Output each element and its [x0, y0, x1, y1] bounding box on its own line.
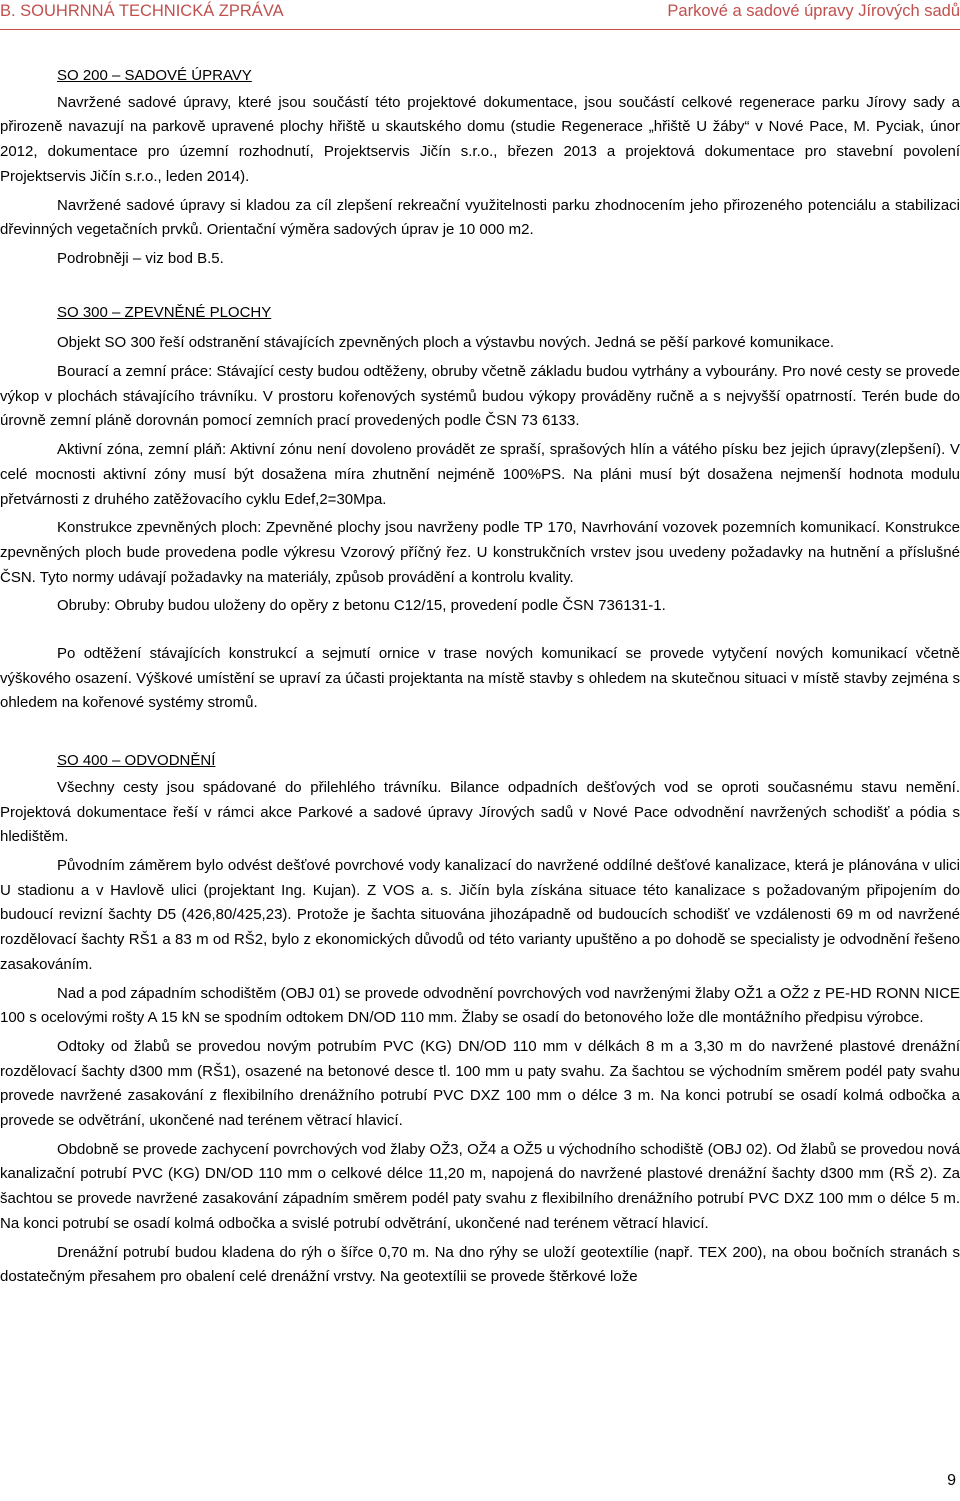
paragraph: Původním záměrem bylo odvést dešťové povrchové vody kanalizací do navržené oddílné dešťové kanalizace, která je plánována v ulici U stadionu a v Havlově ulici (projektant Ing. Kujan). Z VOS a. s. Jičín byla získána situace této kanalizace s požadovaným připojením do budoucí revizní šachty D5 (426,80/425,23). Protože je šachta situována jihozápadně od budoucích schodišť ve vzdálenosti 69 m od navržené rozdělovací šachty RŠ1 a 83 m od RŠ2, bylo z ekonomických důvodů od této varianty upuštěno a po dohodě se specialisty je odvodnění řešeno zasakováním. [0, 856, 960, 973]
section-heading-so200: SO 200 – SADOVÉ ÚPRAVY [57, 67, 252, 84]
paragraph: Bourací a zemní práce: Stávající cesty budou odtěženy, obruby včetně základu budou vytrhány a vybourány. Pro nové cesty se provede výkop v plochách stávajícího trávníku. V prostoru kořenových systémů budou výkopy prováděny ručně a s nejvyšší opatrností. Terén bude do úrovně zemní pláně dorovnán pomocí zemních prací provedených podle ČSN 73 6133. [0, 363, 960, 430]
paragraph: Navržené sadové úpravy, které jsou součástí této projektové dokumentace, jsou součástí celkové regenerace parku Jírovy sady a přirozeně navazují na parkově upravené plochy hřiště u skautského domu (studie Regenerace „hřiště U žáby“ v Nové Pace, M. Pyciak, únor 2012, dokumentace pro územní rozhodnutí, Projektservis Jičín s.r.o., březen 2013 a projektová dokumentace pro stavební povolení Projektservis Jičín s.r.o., leden 2014). [0, 93, 960, 185]
section-heading-so400: SO 400 – ODVODNĚNÍ [57, 752, 216, 770]
paragraph: Obdobně se provede zachycení povrchových vod žlaby OŽ3, OŽ4 a OŽ5 u východního schodiště (OBJ 02). Od žlabů se provedou nová kanalizační potrubí PVC (KG) DN/OD 110 mm o celkové délce 11,20 m, napojená do navržené plastové drenážní šachty d300 mm (RŠ 2). Za šachtou se provede navržené zasakování západním směrem podél paty svahu z flexibilního drenážního potrubí PVC DXZ 100 mm o délce 5 m. Na konci potrubí se osadí kolmá odbočka a svislé potrubí odvětrání, ukončené nad terénem větrací hlavicí. [0, 1140, 960, 1232]
paragraph: Obruby: Obruby budou uloženy do opěry z betonu C12/15, provedení podle ČSN 736131-1. [57, 597, 666, 615]
section-heading-so300: SO 300 – ZPEVNĚNÉ PLOCHY [57, 303, 272, 321]
header-right: Parkové a sadové úpravy Jírových sadů [667, 2, 960, 20]
paragraph: Konstrukce zpevněných ploch: Zpevněné plochy jsou navrženy podle TP 170, Navrhování vozovek pozemních komunikací. Konstrukce zpevněných ploch bude provedena podle výkresu Vzorový příčný řez. U konstrukčních vrstev jsou uvedeny požadavky na hutnění a příslušné ČSN. Tyto normy udávají požadavky na materiály, způsob provádění a kontrolu kvality. [0, 519, 960, 586]
paragraph: Nad a pod západním schodištěm (OBJ 01) se provede odvodnění povrchových vod navrženými žlaby OŽ1 a OŽ2 z PE-HD RONN NICE 100 s ocelovými rošty A 15 kN se spodním odtokem DN/OD 110 mm. Žlaby se osadí do betonového lože dle montážního předpisu výrobce. [0, 984, 960, 1027]
page-number: 9 [947, 1472, 956, 1489]
paragraph: Navržené sadové úpravy si kladou za cíl zlepšení rekreační využitelnosti parku zhodnocením jeho přirozeného potenciálu a stabilizaci dřevinných vegetačních prvků. Orientační výměra sadových úprav je 10 000 m2. [0, 196, 960, 239]
paragraph: Všechny cesty jsou spádované do přilehlého trávníku. Bilance odpadních dešťových vod se oproti současnému stavu nemění. Projektová dokumentace řeší v rámci akce Parkové a sadové úpravy Jírových sadů v Nové Pace odvodnění navržených schodišť a pódia s hledištěm. [0, 778, 960, 846]
header-rule [0, 29, 960, 30]
paragraph: Po odtěžení stávajících konstrukcí a sejmutí ornice v trase nových komunikací se provede vytyčení nových komunikací včetně výškového osazení. Výškové umístění se upraví za účasti projektanta na místě stavby s ohledem na skutečnou situaci v místě stavby zejména s ohledem na kořenové systémy stromů. [0, 645, 960, 712]
paragraph: Odtoky od žlabů se provedou novým potrubím PVC (KG) DN/OD 110 mm v délkách 8 m a 3,30 m do navržené plastové drenážní rozdělovací šachty d300 mm (RŠ1), osazené na betonové desce tl. 100 mm u paty svahu. Za šachtou se východním směrem podél paty svahu provede navržené zasakování z flexibilního drenážního potrubí PVC DXZ 100 mm o délce 3 m. Na konci potrubí se osadí kolmá odbočka a provede se odvětrání, ukončené nad terénem větrací hlavicí. [0, 1037, 960, 1130]
paragraph: Aktivní zóna, zemní pláň: Aktivní zónu není dovoleno provádět ze spraší, sprašových hlín a vátého písku bez jejich úpravy(zlepšení). V celé mocnosti aktivní zóny musí být dosažena míra zhutnění nejméně 100%PS. Na pláni musí být dosažena nejmenší hodnota modulu přetvárnosti z druhého zatěžovacího cyklu Edef,2=30Mpa. [0, 441, 960, 508]
header-left: B. SOUHRNNÁ TECHNICKÁ ZPRÁVA [0, 2, 284, 20]
paragraph: Objekt SO 300 řeší odstranění stávajících zpevněných ploch a výstavbu nových. Jedná se pěší parkové komunikace. [57, 334, 835, 352]
document-body [0, 64, 960, 1290]
paragraph: Drenážní potrubí budou kladena do rýh o šířce 0,70 m. Na dno rýhy se uloží geotextílie (např. TEX 200), na obou bočních stranách s dostatečným přesahem pro obalení celé drenážní vrstvy. Na geotextílii se provede štěrkové lože [0, 1243, 960, 1286]
paragraph: Podrobněji – viz bod B.5. [57, 249, 224, 267]
